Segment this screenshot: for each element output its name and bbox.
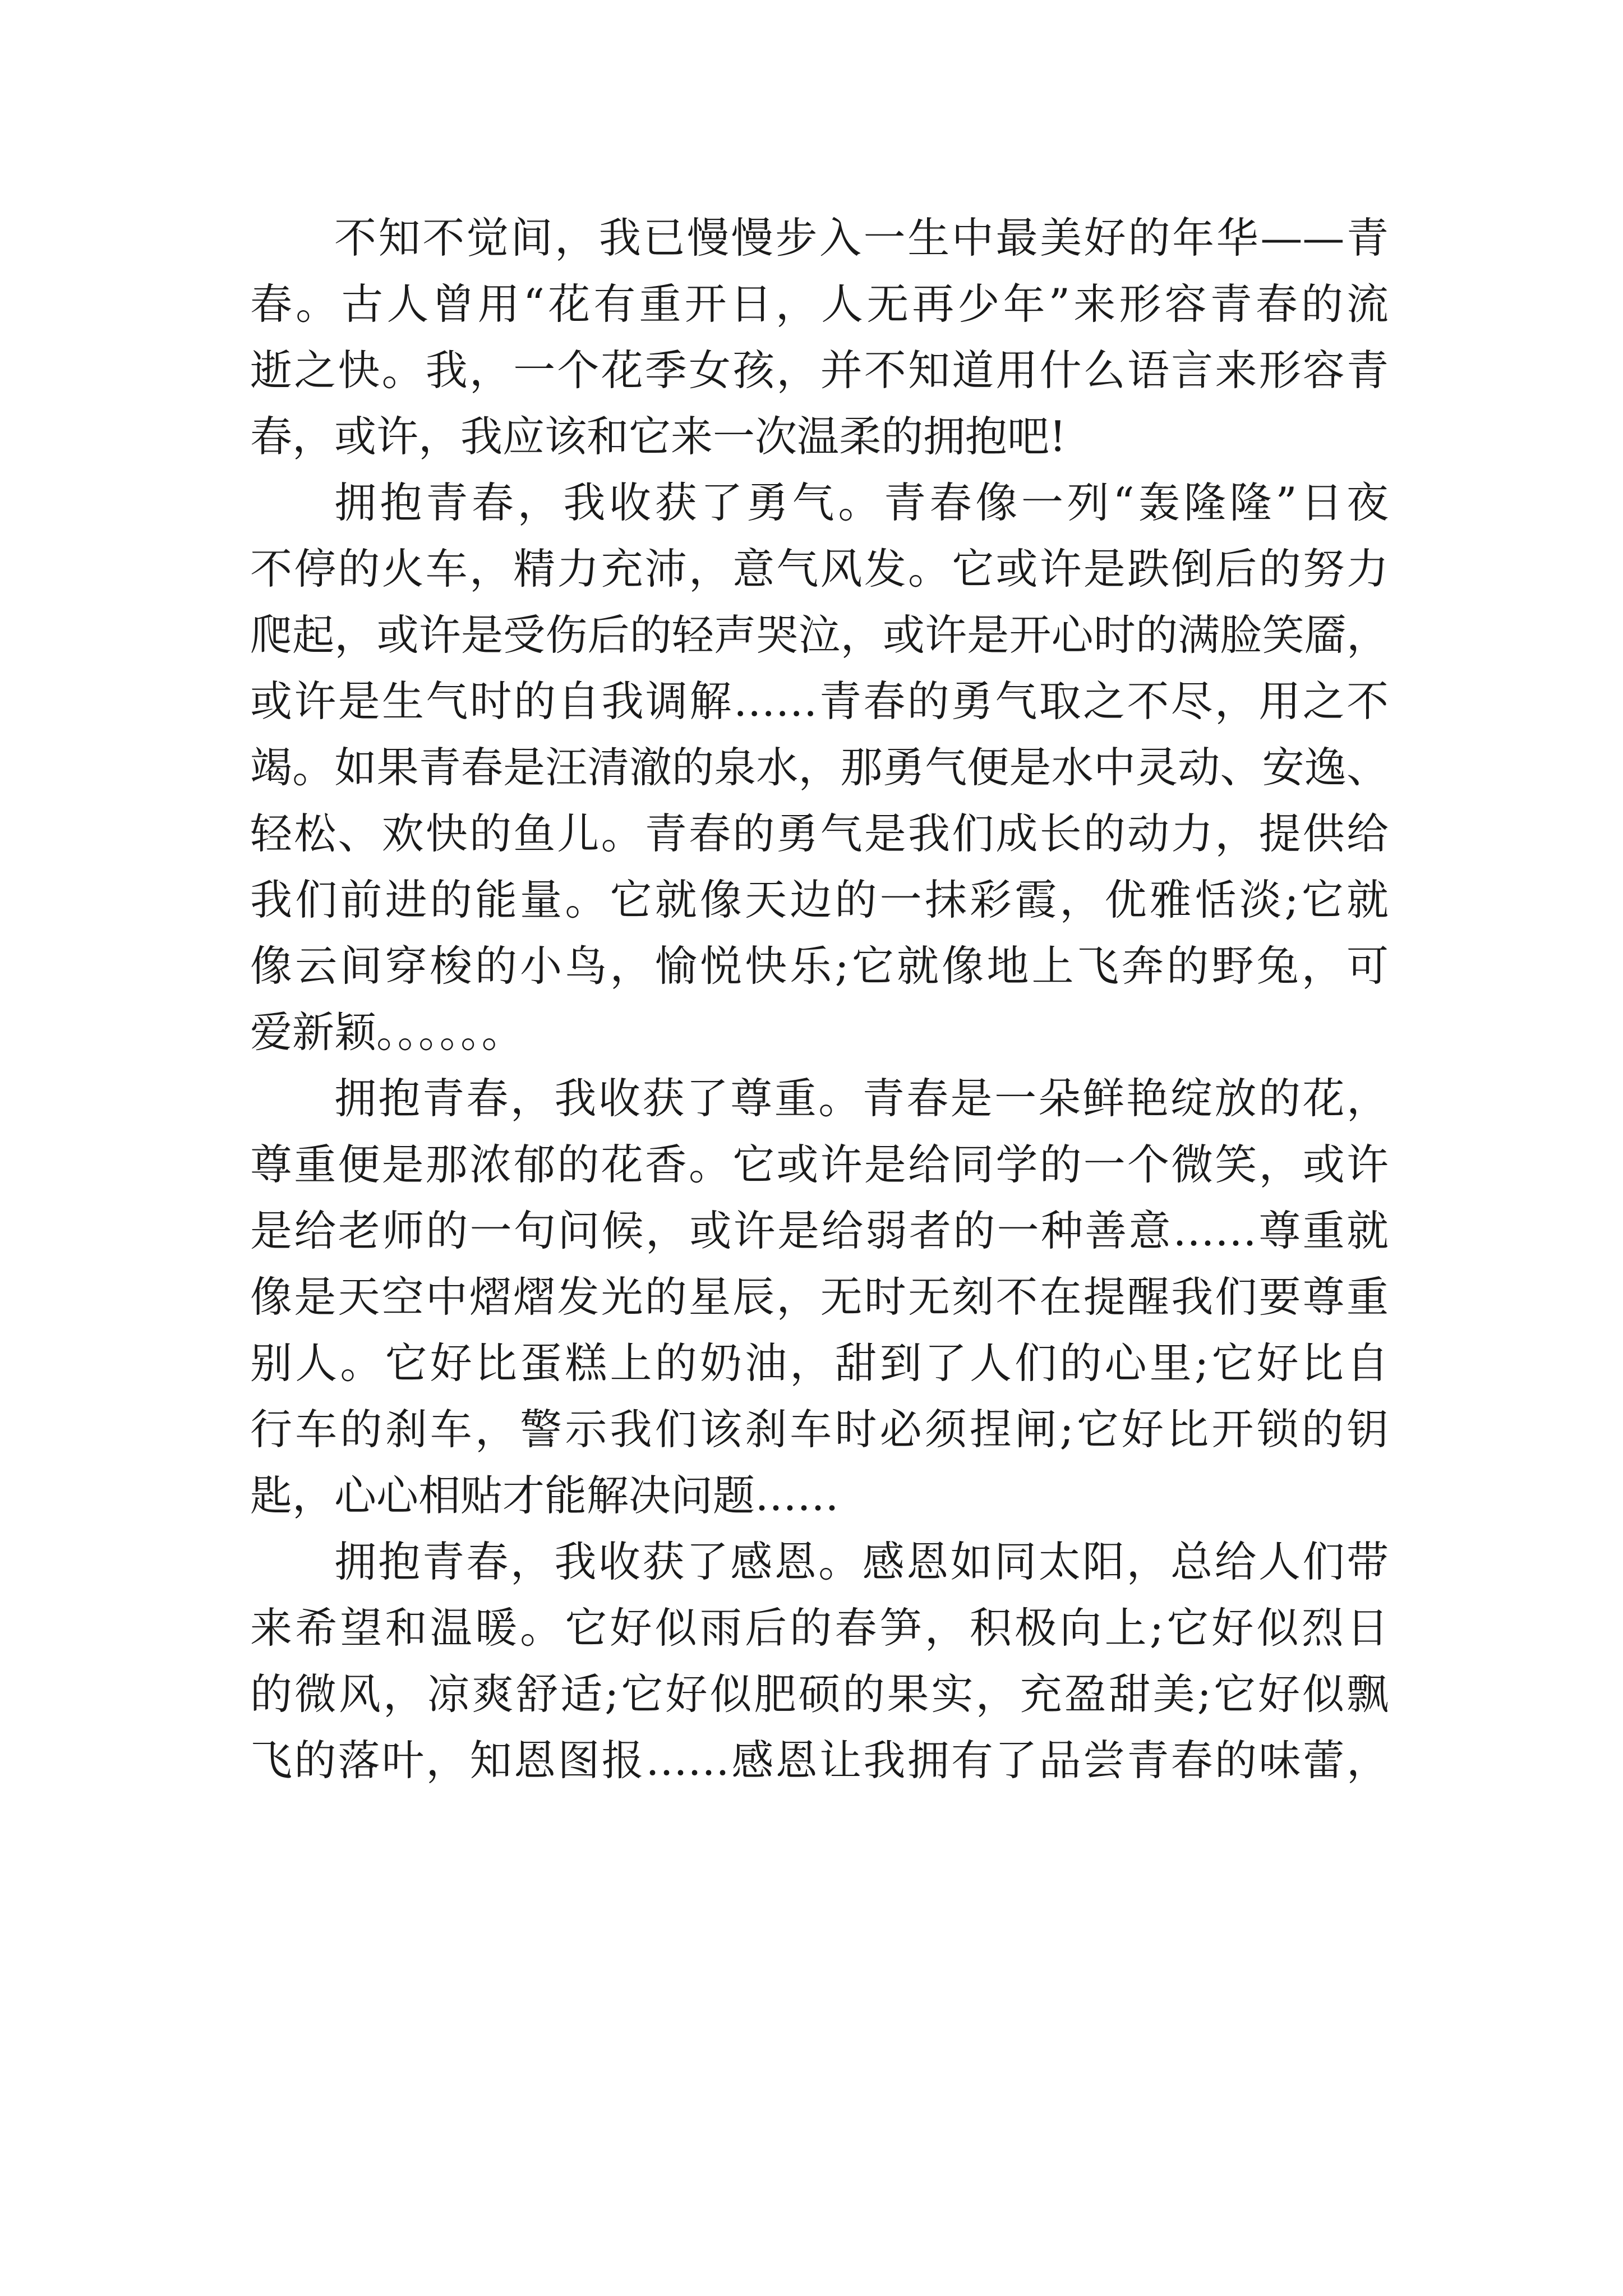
text-line: 轻松、欢快的鱼儿。青春的勇气是我们成长的动力，提供给 bbox=[250, 809, 1389, 858]
text-line: 不停的火车，精力充沛，意气风发。它或许是跌倒后的努力 bbox=[250, 544, 1389, 593]
text-line: 竭。如果青春是汪清澈的泉水，那勇气便是水中灵动、安逸、 bbox=[250, 743, 1389, 792]
text-line: 来希望和温暖。它好似雨后的春笋，积极向上;它好似烈日 bbox=[250, 1603, 1389, 1653]
text-line: 爱新颖。。。。。。 bbox=[250, 1007, 524, 1057]
text-line: 像是天空中熠熠发光的星辰，无时无刻不在提醒我们要尊重 bbox=[250, 1272, 1389, 1322]
text-line: 春。古人曾用“花有重开日，人无再少年”来形容青春的流 bbox=[250, 279, 1389, 329]
text-line: 爬起，或许是受伤后的轻声哭泣，或许是开心时的满脸笑靥， bbox=[250, 610, 1389, 660]
text-line: 是给老师的一句问候，或许是给弱者的一种善意……尊重就 bbox=[250, 1206, 1389, 1255]
text-line: 像云间穿梭的小鸟，愉悦快乐;它就像地上飞奔的野兔，可 bbox=[250, 941, 1389, 991]
text-line: 行车的刹车，警示我们该刹车时必须捏闸;它好比开锁的钥 bbox=[250, 1405, 1389, 1454]
paragraph-2 bbox=[250, 470, 1389, 1065]
paragraph-1 bbox=[250, 205, 1389, 470]
paragraph-3 bbox=[250, 1065, 1389, 1529]
text-line: 飞的落叶，知恩图报……感恩让我拥有了品尝青春的味蕾， bbox=[250, 1736, 1389, 1785]
text-line: 春，或许，我应该和它来一次温柔的拥抱吧! bbox=[250, 412, 1067, 461]
text-line: 不知不觉间，我已慢慢步入一生中最美好的年华——青 bbox=[334, 213, 1389, 263]
paragraph-4 bbox=[250, 1529, 1389, 1793]
text-line: 拥抱青春，我收获了勇气。青春像一列“轰隆隆”日夜 bbox=[334, 478, 1389, 527]
text-line: 拥抱青春，我收获了尊重。青春是一朵鲜艳绽放的花， bbox=[334, 1074, 1389, 1123]
text-line: 的微风，凉爽舒适;它好似肥硕的果实，充盈甜美;它好似飘 bbox=[250, 1669, 1389, 1719]
text-line: 匙，心心相贴才能解决问题…… bbox=[250, 1471, 840, 1520]
text-line: 我们前进的能量。它就像天边的一抹彩霞，优雅恬淡;它就 bbox=[250, 875, 1389, 924]
text-line: 拥抱青春，我收获了感恩。感恩如同太阳，总给人们带 bbox=[334, 1537, 1389, 1586]
essay-body bbox=[250, 205, 1389, 1793]
text-line: 或许是生气时的自我调解……青春的勇气取之不尽，用之不 bbox=[250, 677, 1389, 726]
text-line: 逝之快。我，一个花季女孩，并不知道用什么语言来形容青 bbox=[250, 346, 1389, 395]
text-line: 别人。它好比蛋糕上的奶油，甜到了人们的心里;它好比自 bbox=[250, 1338, 1389, 1388]
text-line: 尊重便是那浓郁的花香。它或许是给同学的一个微笑，或许 bbox=[250, 1140, 1389, 1189]
